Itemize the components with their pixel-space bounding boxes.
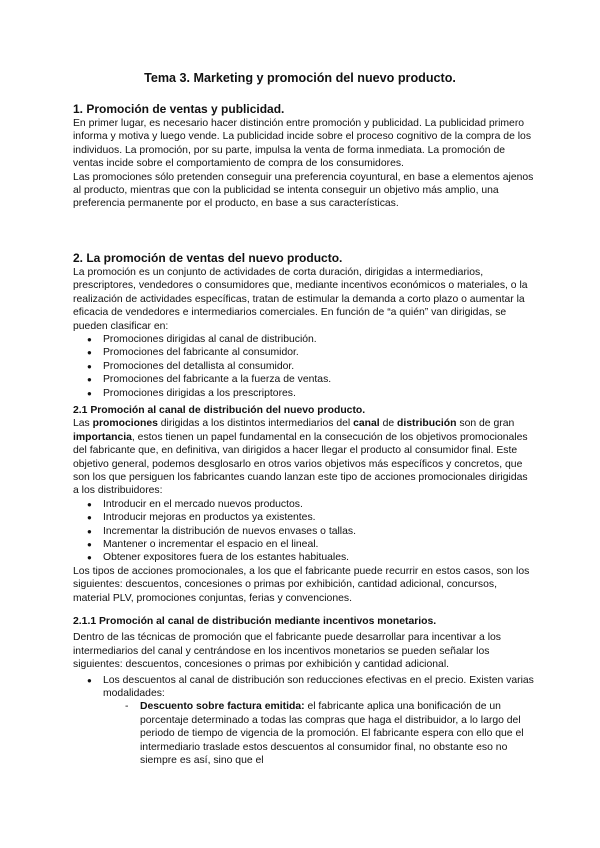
section-2-1-1-paragraph: Dentro de las técnicas de promoción que el fabricante puede desarrollar para incentivar a los intermediarios del canal y centrándose en los incentivos monetarios se pueden señalar los siguientes: descuentos, concesiones o primas por exhibición y cantidad adicional. (73, 632, 501, 671)
list-item: ● Mantener o incrementar el espacio en el lineal. (87, 538, 535, 551)
section-2 (73, 251, 535, 400)
list-item: ● Promociones del fabricante al consumidor. (87, 346, 535, 359)
list-item: ● Promociones del fabricante a la fuerza de ventas. (87, 373, 535, 386)
list-item: ● Introducir en el mercado nuevos productos. (87, 498, 535, 511)
section-2-1-list (87, 498, 535, 565)
section-2-1 (73, 404, 535, 605)
sub-item (125, 700, 535, 767)
page-title: Tema 3. Marketing y promoción del nuevo producto. (144, 71, 456, 85)
sub-item-text: el fabricante aplica una bonificación de un porcentaje determinado a todas las compras que haga el distribuidor, a lo largo del periodo de tiempo de vigencia de la promoción. El fabricante espera con ello que el intermediario traslade estos descuentos al consumidor final, no obstante eso no siempre es así, sino que el (140, 701, 524, 767)
list-item: ● Promociones dirigidas al canal de distribución. (87, 333, 535, 346)
list-item: ● Los descuentos al canal de distribución son reducciones efectivas en el precio. Existen varias modalidades: (87, 674, 535, 701)
sub-item-title: Descuento sobre factura emitida: (140, 701, 305, 713)
section-1-heading: 1. Promoción de ventas y publicidad. (73, 102, 285, 116)
list-item: ● Promociones dirigidas a los prescriptores. (87, 387, 535, 400)
section-2-heading: 2. La promoción de ventas del nuevo producto. (73, 251, 343, 265)
dash-marker: - (125, 701, 129, 713)
section-1 (73, 102, 535, 211)
section-2-list (87, 333, 535, 400)
list-item: ● Obtener expositores fuera de los estantes habituales. (87, 551, 535, 564)
section-1-paragraph-1: En primer lugar, es necesario hacer distinción entre promoción y publicidad. La publicidad primero informa y motiva y luego vende. La publicidad incide sobre el proceso cognitivo de la compra de los individuos. La promoción, por su parte, impulsa la venta de forma inmediata. La promoción de ventas incide sobre el comportamiento de compra de los consumidores. (73, 118, 532, 170)
section-2-1-1-heading: 2.1.1 Promoción al canal de distribución mediante incentivos monetarios. (73, 616, 437, 627)
section-2-1-heading: 2.1 Promoción al canal de distribución del nuevo producto. (73, 405, 366, 416)
section-2-1-1-list (87, 674, 535, 701)
list-item: ● Incrementar la distribución de nuevos envases o tallas. (87, 525, 535, 538)
section-1-paragraph-2: Las promociones sólo pretenden conseguir una preferencia coyuntural, en base a elementos ajenos al producto, mientras que con la publicidad se intenta conseguir un objetivo más amplio, una preferencia permanente por el producto, en base a sus características. (73, 171, 534, 210)
section-2-1-1 (73, 615, 535, 767)
section-2-1-paragraph-2: Los tipos de acciones promocionales, a los que el fabricante puede recurrir en estos casos, son los siguientes: descuentos, concesiones o primas por exhibición, cantidad adicional, concursos, material PLV, promociones conjuntas, ferias y convenciones. (73, 565, 530, 604)
list-item: ● Promociones del detallista al consumidor. (87, 360, 535, 373)
section-2-paragraph: La promoción es un conjunto de actividades de corta duración, dirigidas a intermediarios, prescriptores, vendedores o consumidores que, mediante incentivos económicos o materiales, o la realización de actividades específicas, tratan de estimular la demanda a corto plazo o aumentar la eficacia de vendedores e intermediarios comerciales. En función de “a quién” van dirigidas, se pueden clasificar en: (73, 267, 528, 332)
section-2-1-paragraph: Las promociones dirigidas a los distintos intermediarios del canal de distribución son de gran importancia, estos tienen un papel fundamental en la consecución de los objetivos promocionales del fabricante que, en definitiva, van dirigidos a hacer llegar el producto al consumidor final. Este objetivo general, podemos desglosarlo en otros varios objetivos más específicos y concretos, que son los que persiguen los fabricantes cuando lanzan este tipo de acciones promocionales dirigidas a los distribuidores: (73, 418, 528, 497)
list-item: ● Introducir mejoras en productos ya existentes. (87, 511, 535, 524)
